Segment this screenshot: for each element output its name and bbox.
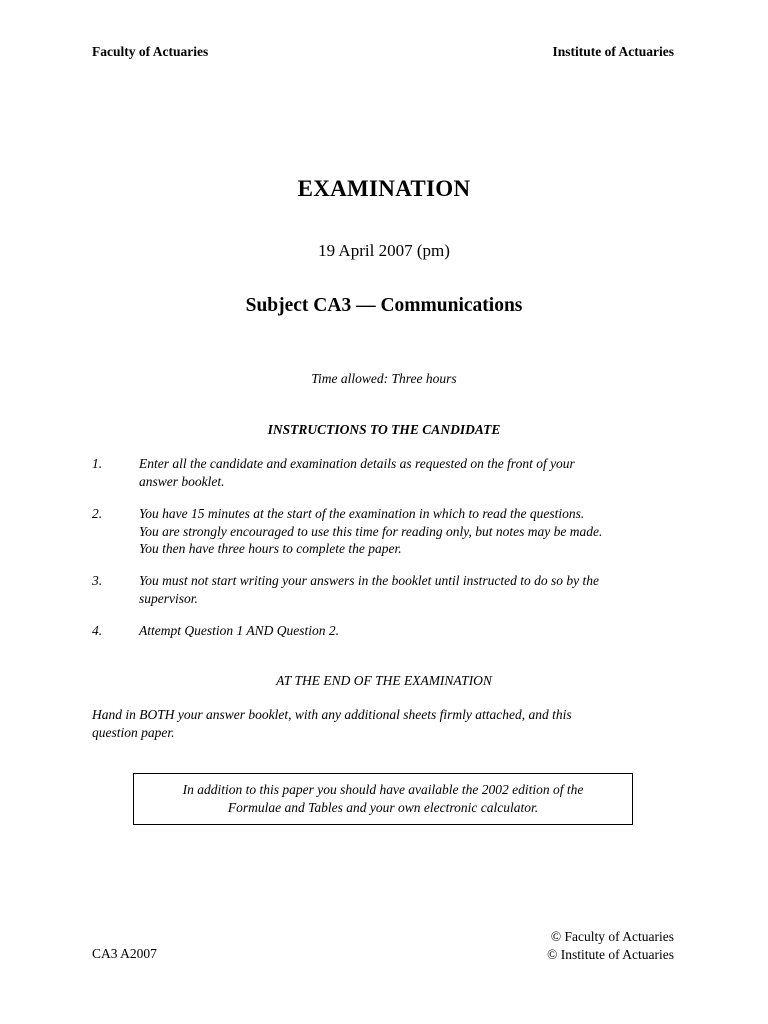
- instruction-number: 2.: [92, 506, 103, 521]
- notice-line: Formulae and Tables and your own electronic calculator.: [227, 799, 539, 815]
- copyright-notice: [547, 928, 674, 964]
- instruction-line: supervisor.: [139, 590, 198, 606]
- header-institute: Institute of Actuaries: [552, 44, 674, 59]
- materials-notice-box: [133, 773, 633, 825]
- instructions-heading: INSTRUCTIONS TO THE CANDIDATE: [267, 422, 501, 437]
- exam-subject: Subject CA3 — Communications: [245, 295, 523, 316]
- instruction-line: You have 15 minutes at the start of the examination in which to read the questions.: [139, 506, 585, 521]
- instruction-number: 3.: [92, 573, 103, 588]
- notice-line: In addition to this paper you should have available the 2002 edition of the: [182, 782, 584, 797]
- instruction-line: Enter all the candidate and examination details as requested on the front of your: [139, 456, 575, 471]
- instruction-item: [92, 455, 682, 490]
- instruction-item: [92, 572, 682, 607]
- instruction-item: [92, 505, 682, 558]
- hand-in-line: Hand in BOTH your answer booklet, with any additional sheets firmly attached, and this: [92, 707, 572, 722]
- hand-in-instructions: [92, 706, 682, 741]
- end-of-exam-heading: AT THE END OF THE EXAMINATION: [276, 673, 492, 688]
- paper-code: CA3 A2007: [92, 946, 157, 961]
- instruction-number: 1.: [92, 456, 103, 471]
- hand-in-line: question paper.: [92, 724, 175, 740]
- instruction-line: You must not start writing your answers in the booklet until instructed to do so by the: [139, 573, 600, 588]
- header-faculty: Faculty of Actuaries: [92, 44, 209, 59]
- instruction-number: 4.: [92, 623, 103, 638]
- instruction-line: answer booklet.: [139, 473, 225, 489]
- exam-date: 19 April 2007 (pm): [318, 241, 450, 260]
- instruction-line: You are strongly encouraged to use this time for reading only, but notes may be made.: [139, 523, 603, 539]
- exam-title: EXAMINATION: [297, 176, 471, 201]
- copyright-line: © Faculty of Actuaries: [550, 929, 674, 944]
- instruction-line: Attempt Question 1 AND Question 2.: [139, 623, 339, 638]
- time-allowed: Time allowed: Three hours: [311, 371, 457, 386]
- copyright-line: © Institute of Actuaries: [547, 947, 674, 962]
- instruction-item: [92, 622, 682, 640]
- instruction-line: You then have three hours to complete the paper.: [139, 541, 402, 556]
